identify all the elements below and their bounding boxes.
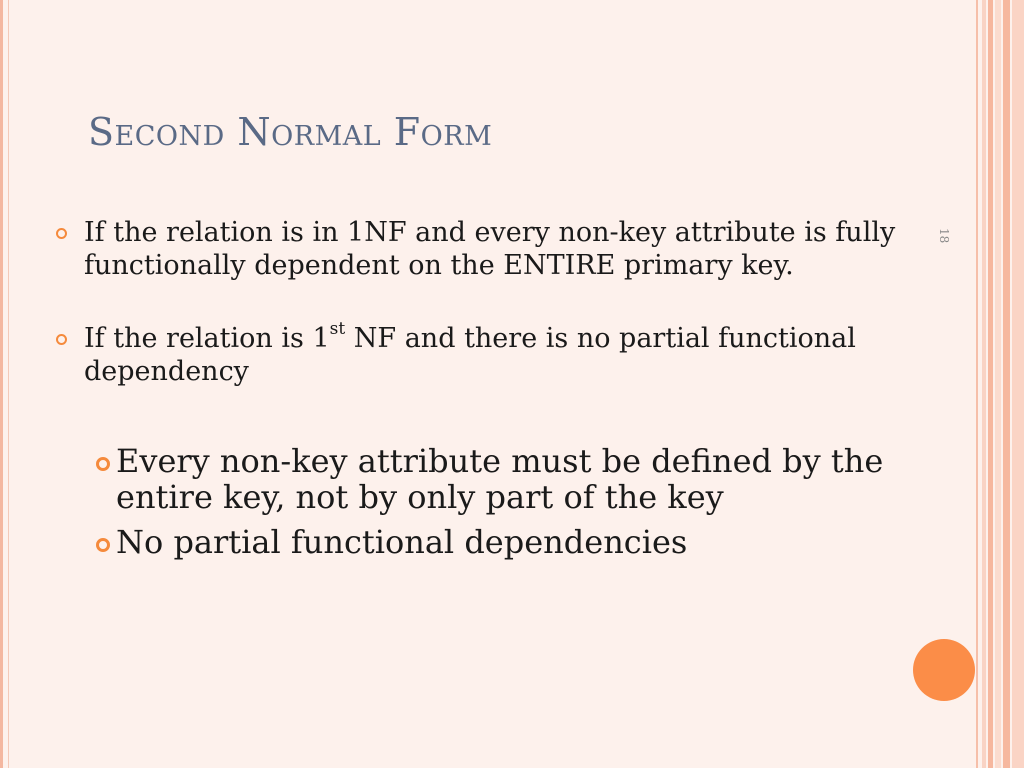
right-stripe [1012,0,1024,768]
superscript: st [329,319,346,339]
right-stripe [982,0,986,768]
bullet-text-part: If the relation is 1 [84,323,330,354]
bullet-text: If the relation is in 1NF and every non-key attribute is fully functionally dependent on the ENTIRE primary key. [84,217,896,281]
page-number: 18 [937,228,951,244]
sub-bullet-item [96,443,966,515]
right-stripe [976,0,978,768]
bullet-circle-icon [56,228,67,239]
bullet-circle-icon [96,457,110,471]
bullet-item [56,216,936,282]
right-stripe [1003,0,1010,768]
sub-bullet-text: No partial functional dependencies [116,523,688,561]
sub-bullet-item [96,524,966,560]
bullet-item [56,319,936,388]
slide-title: Second Normal Form [88,110,493,154]
right-stripe [995,0,1001,768]
left-border-line-inner [8,0,9,768]
bullet-circle-icon [96,538,110,552]
bullet-text [56,319,936,388]
left-border-line [0,0,3,768]
right-stripe [988,0,993,768]
bullet-circle-icon [56,334,67,345]
orange-circle-decoration [913,639,975,701]
bullet-text-part: NF and there is no partial functional dependency [84,323,856,387]
sub-bullet-text: Every non-key attribute must be defined by the entire key, not by only part of the key [116,442,884,516]
